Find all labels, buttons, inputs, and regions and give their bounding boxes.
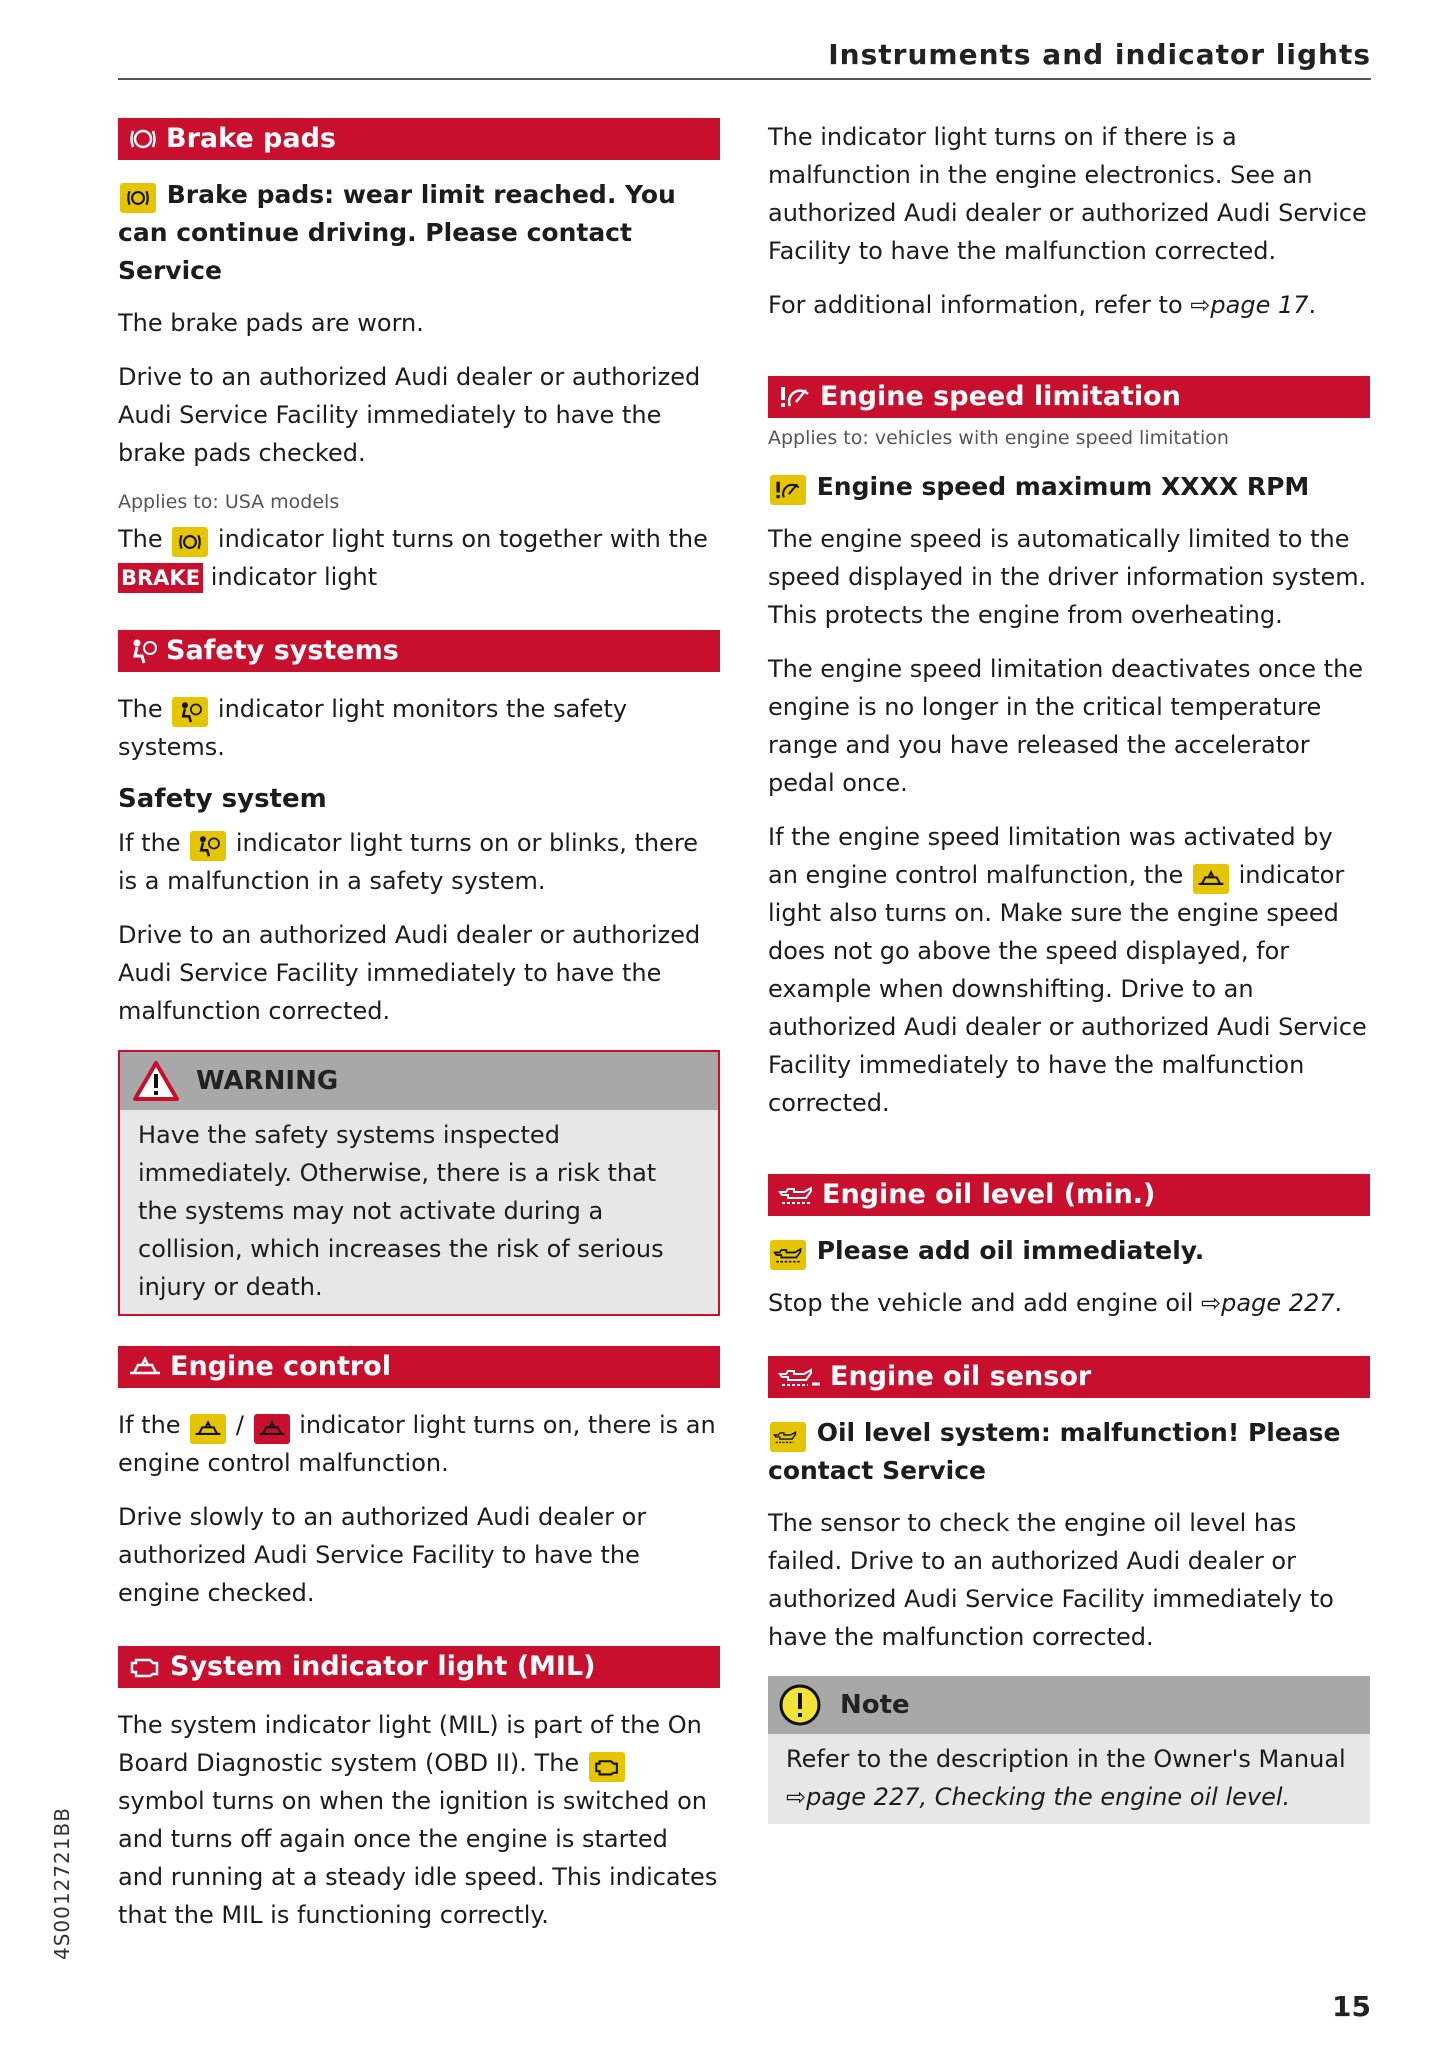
section-title: Engine oil level (min.) [822,1179,1156,1210]
header-rule [118,78,1371,80]
paragraph: The system indicator light (MIL) is part of the On Board Diagnostic system (OBD II). The symbol turns on when the ignition is switched on and turns off again once the engine is started and running at a steady idle speed. This indicates that the MIL is functioning correctly. [118,1711,718,1929]
airbag-indicator-icon [190,831,226,861]
section-title: System indicator light (MIL) [170,1651,596,1682]
check-engine-indicator-icon [589,1752,625,1782]
engine-control-red-indicator-icon [254,1414,290,1444]
oil-sensor-indicator-icon [770,1422,806,1452]
oil-level-message: Please add oil immediately. [768,1232,1370,1270]
page-number: 15 [1332,1990,1371,2023]
applies-to-note: Applies to: USA models [118,491,340,513]
warning-label: WARNING [196,1066,339,1096]
note-text: Refer to the description in the Owner's Manual ⇨page 227, Checking the engine oil level. [786,1745,1346,1811]
paragraph: The indicator light turns on together with the BRAKE indicator light [118,525,708,591]
paragraph: If the / indicator light turns on, there is an engine control malfunction. [118,1411,716,1477]
engine-control-indicator-icon [1193,864,1229,894]
section-header-engine-control [118,1346,720,1388]
paragraph: The engine speed limitation deactivates once the engine is no longer in the critical temperature range and you have released the accelerator pedal once. [768,655,1364,797]
page-link[interactable]: page 227 [1221,1289,1335,1317]
paragraph: The engine speed is automatically limited to the speed displayed in the driver information system. This protects the engine from overheating. [768,525,1367,629]
brake-pad-indicator-icon [120,183,156,213]
arrow-icon: ⇨ [1190,291,1211,319]
paragraph: If the engine speed limitation was activated by an engine control malfunction, the indicator light also turns on. Make sure the engine speed does not go above the speed displayed, for example when downshifting. Drive to an authorized Audi dealer or authorized Audi Service Facility immediately to have the malfunction corrected. [768,823,1367,1117]
paragraph: The sensor to check the engine oil level has failed. Drive to an authorized Audi dealer or authorized Audi Service Facility immediately to have the malfunction corrected. [768,1509,1334,1651]
page-link[interactable]: page 17 [1210,291,1309,319]
paragraph: If the indicator light turns on or blinks, there is a malfunction in a safety system. [118,829,698,895]
airbag-icon [128,638,158,664]
section-header-mil [118,1646,720,1688]
check-engine-icon [128,1655,162,1679]
paragraph: The indicator light turns on if there is a malfunction in the engine electronics. See an authorized Audi dealer or authorized Audi Service Facility to have the malfunction corrected. [768,123,1367,265]
brake-pad-icon [128,126,158,152]
engine-speed-icon [778,384,812,410]
warning-text: Have the safety systems inspected immediately. Otherwise, there is a risk that the systems may not activate during a collision, which increases the risk of serious injury or death. [138,1121,664,1301]
paragraph: Drive to an authorized Audi dealer or authorized Audi Service Facility immediately to have the malfunction corrected. [118,921,701,1025]
paragraph: For additional information, refer to ⇨page 17. [768,291,1317,319]
section-title: Safety systems [166,635,399,666]
section-header-safety-systems [118,630,720,672]
page-link[interactable]: page 227, Checking the engine oil level. [806,1783,1291,1811]
section-title: Brake pads [166,123,337,154]
document-code: 4S0012721BB [50,1807,74,1960]
paragraph: Stop the vehicle and add engine oil ⇨page 227. [768,1289,1343,1317]
oil-sensor-icon [778,1366,822,1388]
warning-header [120,1052,718,1110]
section-title: Engine control [170,1351,391,1382]
note-exclamation-icon [778,1683,822,1727]
left-column [118,118,720,1950]
section-title: Engine speed limitation [820,381,1181,412]
right-column [768,118,1370,1844]
engine-control-indicator-icon [190,1414,226,1444]
paragraph: Drive to an authorized Audi dealer or authorized Audi Service Facility immediately to have the brake pads checked. [118,363,701,467]
brake-pad-indicator-icon [172,527,208,557]
section-title: Engine oil sensor [830,1361,1092,1392]
oil-can-icon [778,1184,814,1206]
note-header [768,1676,1370,1734]
arrow-icon: ⇨ [1201,1289,1222,1317]
section-header-engine-speed [768,376,1370,418]
section-header-brake-pads [118,118,720,160]
brake-indicator-icon: BRAKE [118,563,203,593]
airbag-indicator-icon [172,697,208,727]
engine-speed-message: Engine speed maximum XXXX RPM [768,468,1370,506]
paragraph: The brake pads are worn. [118,309,424,337]
subheading: Safety system [118,784,327,814]
paragraph: The indicator light monitors the safety systems. [118,695,628,761]
page-header-title: Instruments and indicator lights [828,38,1371,71]
warning-triangle-icon [132,1060,180,1102]
engine-control-icon [128,1355,162,1379]
note-label: Note [840,1690,910,1720]
oil-sensor-message: Oil level system: malfunction! Please contact Service [768,1418,1341,1485]
arrow-icon: ⇨ [786,1783,807,1811]
applies-to-note: Applies to: vehicles with engine speed limitation [768,427,1229,449]
note-box [768,1676,1370,1824]
oil-can-indicator-icon [770,1240,806,1270]
section-header-oil-sensor [768,1356,1370,1398]
brake-pads-message: Brake pads: wear limit reached. You can continue driving. Please contact Service [118,180,676,285]
warning-box [118,1050,720,1316]
engine-speed-indicator-icon [770,475,806,505]
paragraph: Drive slowly to an authorized Audi dealer or authorized Audi Service Facility to have the engine checked. [118,1503,647,1607]
section-header-oil-level [768,1174,1370,1216]
